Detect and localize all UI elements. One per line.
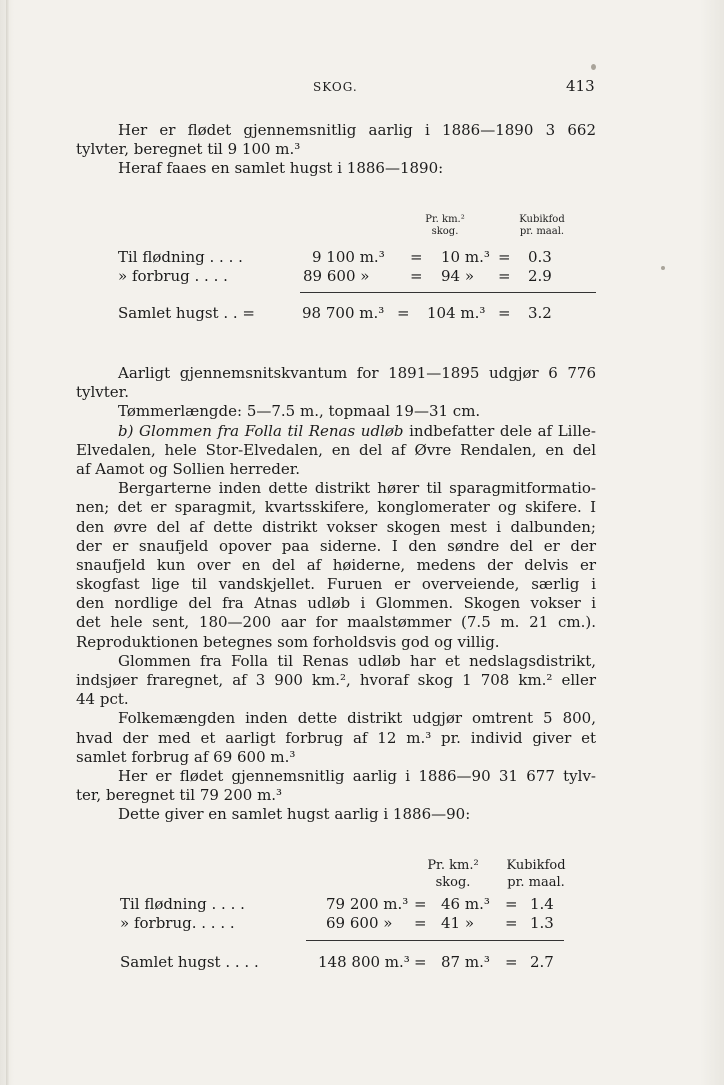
row-per-km: 46 m.³ [441, 895, 490, 913]
text-line: samlet forbrug af 69 600 m.³ [76, 747, 296, 766]
text-line: det hele sent, 180—200 aar for maalstømmer (7.5 m. 21 cm.). [76, 613, 596, 632]
text-line: 44 pct. [76, 690, 129, 709]
text-line: Reproduktionen betegnes som forholdsvis god og villig. [76, 632, 500, 651]
equals-sign: = [505, 953, 518, 971]
row-label: Til flødning . . . . [118, 248, 243, 266]
total-volume: 148 800 m.³ [318, 953, 410, 971]
equals-sign: = [498, 248, 511, 266]
row-label: » forbrug . . . . [118, 267, 228, 285]
text-line: Bergarterne inden dette distrikt hører til sparagmitformatio- [118, 479, 596, 498]
text-line: Tømmerlængde: 5—7.5 m., topmaal 19—31 cm. [118, 402, 481, 421]
running-header [0, 77, 724, 100]
equals-sign: = [410, 267, 423, 285]
row-per-maal: 0.3 [528, 248, 552, 266]
total-volume: 98 700 m.³ [302, 304, 385, 322]
page-fold-shadow [6, 0, 9, 1085]
row-per-maal: 1.3 [530, 914, 554, 932]
row-volume: 89 600 » [303, 267, 370, 285]
text-line: b) Glommen fra Folla til Renas udløb indbefatter dele af Lille- [118, 421, 597, 440]
row-per-maal: 2.9 [528, 267, 552, 285]
row-per-maal: 1.4 [530, 895, 554, 913]
equals-sign: = [397, 304, 410, 322]
text-line: indsjøer fraregnet, af 3 900 km.², hvoraf skog 1 708 km.² eller [76, 671, 596, 689]
row-label: » forbrug. . . . . [120, 914, 235, 932]
text-line: Her er flødet gjennemsnitlig aarlig i 1886—1890 3 662 [118, 121, 596, 139]
text-line: Dette giver en samlet hugst aarlig i 1886—90: [118, 805, 471, 824]
row-per-km: 41 » [441, 914, 475, 932]
body-text [76, 364, 596, 825]
running-title: SKOG. [313, 80, 358, 94]
col-header-kubikfod: Kubikfod pr. maal. [506, 858, 566, 890]
paper-speck [661, 266, 665, 270]
row-volume: 79 200 m.³ [326, 895, 409, 913]
text-line: tylvter, beregnet til 9 100 m.³ [76, 140, 301, 159]
col-header-per-km: Pr. km.² skog. [427, 858, 479, 890]
table-rule [306, 940, 564, 941]
text-line: Heraf faaes en samlet hugst i 1886—1890: [118, 159, 444, 178]
row-label: Til flødning . . . . [120, 895, 245, 913]
col-header-per-km: Pr. km.² skog. [425, 214, 465, 237]
paper-speck [591, 64, 596, 70]
section-heading-italic: b) Glommen fra Folla til Renas udløb [118, 421, 404, 440]
text-line: Her er flødet gjennemsnitlig aarlig i 1886—90 31 677 tylv- [118, 766, 596, 785]
total-per-maal: 2.7 [530, 953, 554, 971]
total-per-km: 87 m.³ [441, 953, 490, 971]
text-line: af Aamot og Sollien herreder. [76, 459, 301, 478]
text-line: der er snaufjeld opover paa siderne. I den søndre del er der [76, 536, 596, 555]
row-per-km: 94 » [441, 267, 475, 285]
total-label: Samlet hugst . . = [118, 304, 255, 322]
text-line: Aarligt gjennemsnitskvantum for 1891—1895 udgjør 6 776 [118, 364, 596, 382]
row-volume: 9 100 m.³ [312, 248, 385, 266]
equals-sign: = [498, 267, 511, 285]
equals-sign: = [505, 895, 518, 913]
text-line: nen; det er sparagmit, kvartsskifere, konglomerater og skifere. I [76, 498, 596, 517]
text-line: snaufjeld kun over en del af høiderne, medens der delvis er [76, 555, 596, 574]
text-line: Elvedalen, hele Stor-Elvedalen, en del af Øvre Rendalen, en del [76, 440, 596, 459]
intro-paragraph [76, 121, 596, 179]
text-line: Folkemængden inden dette distrikt udgjør omtrent 5 800, [118, 709, 596, 728]
text-line: tylvter. [76, 383, 129, 402]
equals-sign: = [414, 914, 427, 932]
text-line: Glommen fra Folla til Renas udløb har et nedslagsdistrikt, [118, 651, 596, 670]
equals-sign: = [414, 895, 427, 913]
row-volume: 69 600 » [326, 914, 393, 932]
total-per-maal: 3.2 [528, 304, 552, 322]
page-number: 413 [566, 77, 595, 95]
total-label: Samlet hugst . . . . [120, 953, 259, 971]
col-header-kubikfod: Kubikfod pr. maal. [519, 214, 565, 237]
text-line: ter, beregnet til 79 200 m.³ [76, 786, 283, 805]
equals-sign: = [414, 953, 427, 971]
total-per-km: 104 m.³ [427, 304, 486, 322]
equals-sign: = [498, 304, 511, 322]
equals-sign: = [505, 914, 518, 932]
text-line: skogfast lige til vandskjellet. Furuen er overveiende, særlig i [76, 575, 596, 594]
text-line: den øvre del af dette distrikt vokser skogen mest i dalbunden; [76, 517, 596, 536]
equals-sign: = [410, 248, 423, 266]
text-line: hvad der med et aarligt forbrug af 12 m.³ pr. individ giver et [76, 728, 596, 747]
table-rule [300, 292, 596, 293]
text-line: den nordlige del fra Atnas udløb i Glommen. Skogen vokser i [76, 594, 596, 613]
row-per-km: 10 m.³ [441, 248, 490, 266]
